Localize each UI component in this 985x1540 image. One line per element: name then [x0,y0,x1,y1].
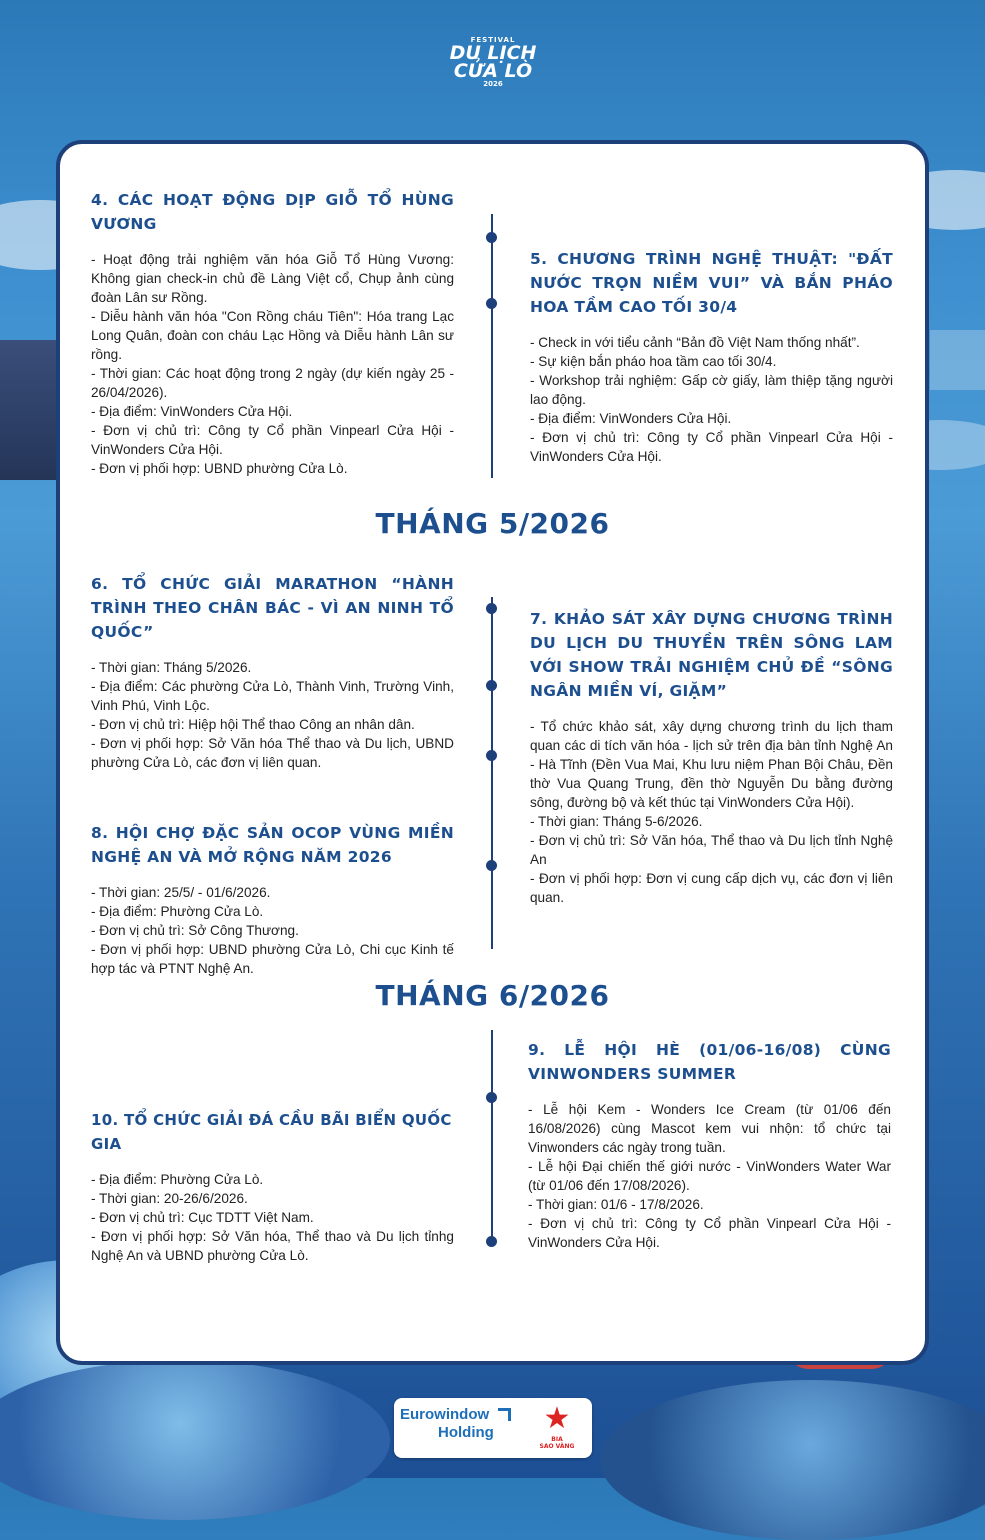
section-4-line: - Diễu hành văn hóa "Con Rồng cháu Tiên": Hóa trang Lạc Long Quân, đoàn con cháu Lạc Hồng và Diễu hành Lân sư rồng. [91,309,454,362]
month-heading-5: THÁNG 5/2026 [375,507,610,540]
section-9 [528,1038,891,1252]
section-4-line: - Đơn vị phối hợp: UBND phường Cửa Lò. [91,461,348,476]
logo-du-lich-text: DU LỊCH [449,42,537,64]
timeline-dot [486,603,497,614]
section-10-line: - Địa điểm: Phường Cửa Lò. [91,1172,264,1187]
timeline-dot [486,1092,497,1103]
section-8-line: - Thời gian: 25/5/ - 01/6/2026. [91,885,271,900]
section-8-title: 8. HỘI CHỢ ĐẶC SẢN OCOP VÙNG MIỀN NGHỆ AN VÀ MỞ RỘNG NĂM 2026 [91,824,454,866]
section-9-line: - Đơn vị chủ trì: Công ty Cổ phần Vinpearl Cửa Hội - VinWonders Cửa Hội. [528,1216,891,1250]
section-5-line: - Địa điểm: VinWonders Cửa Hội. [530,411,732,426]
section-9-line: - Lễ hội Đại chiến thế giới nước - VinWonders Water War (từ 01/06 đến 17/08/2026). [528,1159,891,1193]
section-7 [530,607,893,907]
beer-brand-line1: BIA [551,1436,563,1443]
timeline-line-1 [491,214,493,478]
section-7-line: - Đơn vị chủ trì: Sở Văn hóa, Thể thao và Du lịch tỉnh Nghệ An [530,833,893,867]
section-9-line: - Thời gian: 01/6 - 17/8/2026. [528,1197,704,1212]
star-icon: ★ [543,1401,571,1436]
section-7-line: - Đơn vị phối hợp: Đơn vị cung cấp dịch vụ, các đơn vị liên quan. [530,871,893,905]
eurowindow-holding: Holding [438,1424,494,1441]
eurowindow-name: Eurowindow [400,1406,490,1423]
section-10-line: - Thời gian: 20-26/6/2026. [91,1191,248,1206]
eurowindow-mark-icon [498,1408,511,1421]
section-5-line: - Check in với tiểu cảnh “Bản đồ Việt Nam thống nhất”. [530,335,860,350]
section-4-line: - Địa điểm: VinWonders Cửa Hội. [91,404,293,419]
section-6-line: - Thời gian: Tháng 5/2026. [91,660,252,675]
section-5-line: - Sự kiện bắn pháo hoa tầm cao tối 30/4. [530,354,777,369]
section-9-title: 9. LỄ HỘI HÈ (01/06-16/08) CÙNG VINWONDERS SUMMER [528,1041,891,1083]
section-4-line: - Hoạt động trải nghiệm văn hóa Giỗ Tổ Hùng Vương: Không gian check-in chủ đề Làng Việt cổ, Chụp ảnh cùng đoàn Lân sư Rồng. [91,252,454,305]
timeline-line-3 [491,1030,493,1245]
section-8-line: - Địa điểm: Phường Cửa Lò. [91,904,264,919]
bia-sao-vang-logo [534,1402,580,1454]
section-6-line: - Địa điểm: Các phường Cửa Lò, Thành Vinh, Trường Vinh, Vinh Phú, Vinh Lộc. [91,679,454,713]
sponsor-box [394,1398,592,1458]
section-10-line: - Đơn vị phối hợp: Sở Văn hóa, Thể thao và Du lịch tỉnhg Nghệ An và UBND phường Cửa Lò. [91,1229,454,1263]
section-7-title: 7. KHẢO SÁT XÂY DỰNG CHƯƠNG TRÌNH DU LỊCH DU THUYỀN TRÊN SÔNG LAM VỚI SHOW TRẢI NGHIỆM CHỦ ĐỀ “SÔNG NGÂN MIỀN VÍ, GIẶM” [530,610,893,700]
logo-festival-text: FESTIVAL [470,36,516,44]
section-6 [91,572,454,772]
festival-logo [438,36,548,106]
section-6-line: - Đơn vị chủ trì: Hiệp hội Thể thao Công an nhân dân. [91,717,415,732]
section-6-line: - Đơn vị phối hợp: Sở Văn hóa Thể thao và Du lịch, UBND phường Cửa Lò, các đơn vị liên quan. [91,736,454,770]
section-7-line: - Tổ chức khảo sát, xây dựng chương trình du lịch tham quan các di tích văn hóa - lịch sử trên địa bàn tỉnh Nghệ An - Hà Tĩnh (Đền Vua Mai, Khu lưu niệm Phan Bội Châu, Đền thờ Vua Quang Trung, đền thờ Nguyễn Du bằng đường sông, đường bộ và kết thúc tại VinWonders Cửa Hội). [530,719,893,810]
logo-year-text: 2026 [483,80,503,88]
section-4-line: - Đơn vị chủ trì: Công ty Cổ phần Vinpearl Cửa Hội - VinWonders Cửa Hội. [91,423,454,457]
section-8 [91,821,454,978]
month-heading-6: THÁNG 6/2026 [375,979,610,1012]
section-4-line: - Thời gian: Các hoạt động trong 2 ngày (dự kiến ngày 25 - 26/04/2026). [91,366,454,400]
section-10-line: - Đơn vị chủ trì: Cục TDTT Việt Nam. [91,1210,314,1225]
timeline-dot [486,860,497,871]
timeline-line-2 [491,597,493,949]
section-4-title: 4. CÁC HOẠT ĐỘNG DỊP GIỖ TỔ HÙNG VƯƠNG [91,191,454,233]
timeline-dot [486,232,497,243]
timeline-dot [486,680,497,691]
section-9-line: - Lễ hội Kem - Wonders Ice Cream (từ 01/06 đến 16/08/2026) cùng Mascot kem vui nhộn: tổ chức tại Vinwonders các ngày trong tuần. [528,1102,891,1155]
eurowindow-logo [400,1406,510,1442]
section-7-line: - Thời gian: Tháng 5-6/2026. [530,814,703,829]
timeline-dot [486,750,497,761]
beer-brand-line2: SAO VÀNG [539,1443,575,1450]
section-10 [91,1108,466,1265]
section-5-title: 5. CHƯƠNG TRÌNH NGHỆ THUẬT: "ĐẤT NƯỚC TRỌN NIỀM VUI” VÀ BẮN PHÁO HOA TẦM CAO TỐI 30/4 [530,250,893,316]
timeline-dot [486,1236,497,1247]
section-10-title: 10. TỔ CHỨC GIẢI ĐÁ CẦU BÃI BIỂN QUỐC GIA [91,1111,452,1153]
section-6-title: 6. TỔ CHỨC GIẢI MARATHON “HÀNH TRÌNH THEO CHÂN BÁC - VÌ AN NINH TỔ QUỐC” [91,575,454,641]
logo-cua-lo-text: CỬA LÒ [453,60,533,82]
section-5 [530,247,893,466]
section-4 [91,188,454,478]
section-5-line: - Workshop trải nghiệm: Gấp cờ giấy, làm thiệp tặng người lao động. [530,373,893,407]
section-5-line: - Đơn vị chủ trì: Công ty Cổ phần Vinpearl Cửa Hội - VinWonders Cửa Hội. [530,430,893,464]
timeline-dot [486,298,497,309]
section-8-line: - Đơn vị chủ trì: Sở Công Thương. [91,923,299,938]
section-8-line: - Đơn vị phối hợp: UBND phường Cửa Lò, Chi cục Kinh tế hợp tác và PTNT Nghệ An. [91,942,454,976]
